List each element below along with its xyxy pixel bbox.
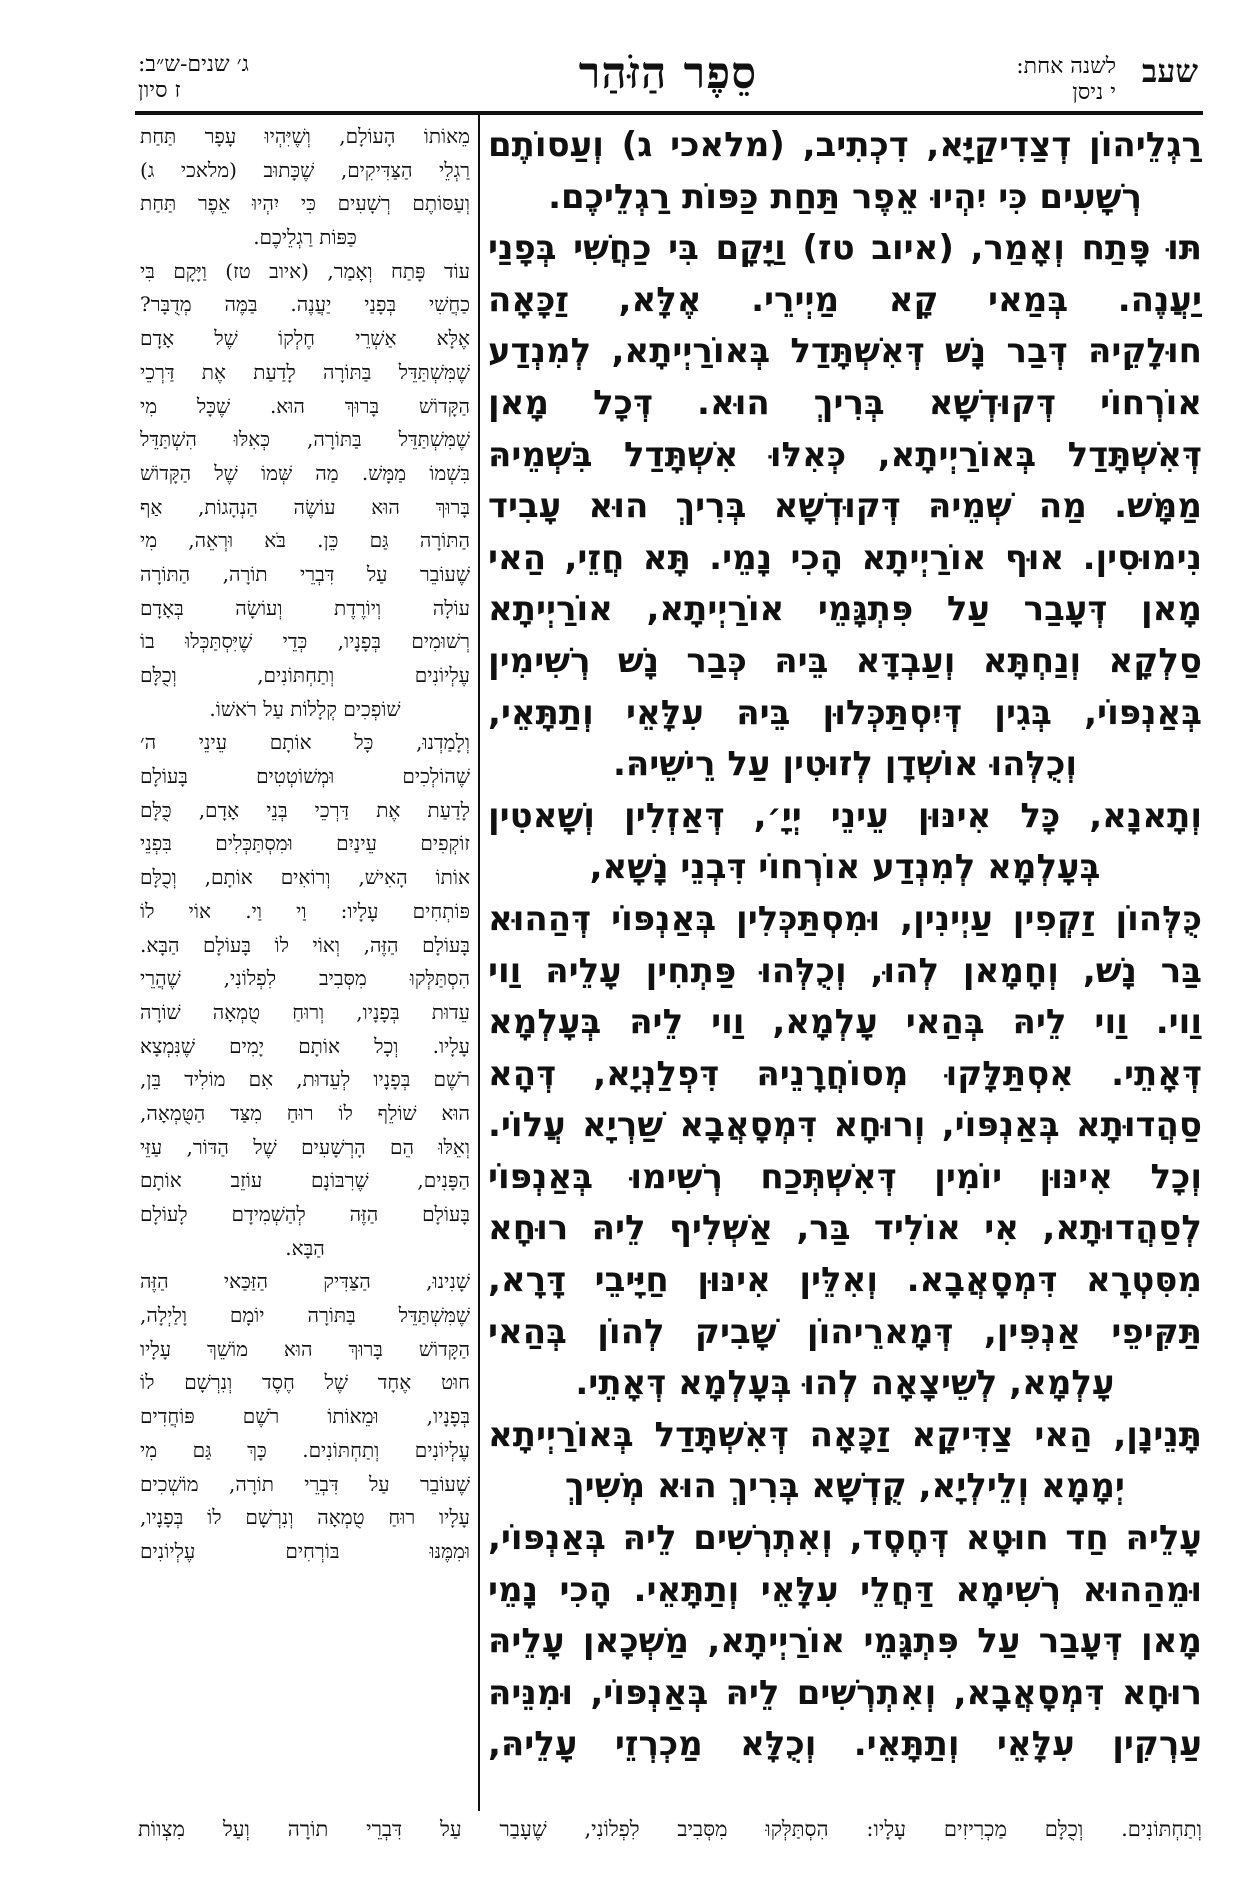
aramaic-text-line: סַלְקָא וְנַחְתָּא וְעַבְדָּא בֵּיהּ כְּבַר נָשׁ רְשִׁימִין	[488, 640, 1202, 681]
aramaic-text-line: רְשָׁעִים כִּי יִהְיוּ אֵפֶר תַּחַת כַּפּוֹת רַגְלֵיכֶם.	[548, 176, 1142, 217]
aramaic-text-line: וּמֵהַהוּא רְשִׁימָא דַּחֲלֵי עִלָּאֵי וְתַתָּאֵי. הָכִי נָמֵי	[488, 1569, 1202, 1610]
aramaic-text-line: וְכֻלְּהוּ אוֹשְׁדָן לְזוּטִין עַל רֵישֵׁיהּ.	[612, 744, 1078, 785]
reading-cycle-label-alt: ג׳ שנים-ש״ב:	[138, 52, 249, 77]
aramaic-text-line: דְּאָתֵי. אִסְתַּלָּקוּ מְסוֹחֲרָנֵיהּ דִּפְלַנְיָא, דְּהָא	[488, 1053, 1202, 1094]
folio-number: שעב	[1141, 52, 1198, 90]
footer-line: וְתַחְתּוֹנִים. וְכֻלָּם מַכְרִיזִים עָלָיו: הִסְתַּלְּקוּ מִסְּבִיב לִפְלוֹנִי, שֶׁעָבַר עַל דִּבְרֵי תוֹרָה וְעַל מִצְווֹת	[138, 1817, 1202, 1841]
hebrew-translation-line: פּוֹתְחִים עָלָיו: וַי וַי. אוֹי לוֹ	[140, 898, 470, 923]
aramaic-text-line: לְסַהֲדוּתָא, אִי אוֹלִיד בַּר, אַשְׁלִיף לֵיהּ רוּחָא	[488, 1208, 1202, 1249]
hebrew-translation-line: חוּט אֶחָד שֶׁל חֶסֶד וְנִרְשָׁם לוֹ	[140, 1370, 470, 1395]
hebrew-translation-line: בִּשְׁמוֹ מַמָּשׁ. מַה שְּׁמוֹ שֶׁל הַקָּדוֹשׁ	[140, 460, 470, 485]
aramaic-text-line: וְכָל אִינּוּן יוֹמִין דְּאִשְׁתְּכַח רְשִׁימוּ בְּאַנְפּוֹי	[488, 1156, 1202, 1197]
hebrew-translation-line: שָׁנִינוּ, הַצַּדִּיק הַזַּכַּאי הַזֶּה	[140, 1269, 470, 1294]
hebrew-translation-column	[140, 120, 470, 1810]
hebrew-translation-line: כַחֲשִׁי בְּפָנַי יַעֲנֶה. בַּמֶּה מְדֻבָּר?	[140, 292, 470, 317]
aramaic-text-line: בַּר נָשׁ, וְחָמָאן לְהוּ, וְכֻלְּהוּ פַּתְחִין עָלֵיהּ וַוי	[488, 950, 1202, 991]
aramaic-text-line: וְתָאנָא, כָּל אִינּוּן עֵינֵי יְיָ׳, דְּאַזְלִין וְשָׁאטִין	[488, 795, 1202, 836]
hebrew-translation-line: שֶׁעוֹבֵר עַל דִּבְרֵי תוֹרָה, הַתּוֹרָה	[140, 561, 470, 586]
aramaic-text-line: בְּעָלְמָא לְמִנְדַע אוֹרְחוֹי דִּבְנֵי נָשָׁא,	[589, 847, 1101, 888]
hebrew-translation-line: בְּפָנָיו, וּמֵאוֹתוֹ רֹשֶׁם פּוֹחֲדִים	[140, 1404, 470, 1429]
hebrew-translation-line: וְעַסּוֹתֶם רְשָׁעִים כִּי יִהְיוּ אֵפֶר תַּחַת	[140, 191, 470, 216]
aramaic-text-line: עָלְמָא, לְשֵׁיצָאָה לְהוּ בְּעָלְמָא דְּאָתֵי.	[575, 1363, 1115, 1404]
hebrew-translation-line: אוֹתוֹ הָאִישׁ, וְרוֹאִים אוֹתָם, וְכֻלָּם	[140, 865, 470, 890]
aramaic-text-line: רַגְלֵיהוֹן דְצַדִיקַיָּא, דִכְתִיב, (מלאכי ג) וְעַסוֹתֶם	[488, 125, 1202, 165]
hebrew-translation-line: וּמִמֶּנּוּ בּוֹרְחִים עֶלְיוֹנִים	[140, 1538, 470, 1563]
column-divider	[478, 113, 480, 1811]
aramaic-text-line: רוּחָא דִּמְסָאֲבָא, וְאִתְרְשִׁים לֵיהּ בְּאַנְפּוֹי, וּמִנֵּיהּ	[488, 1672, 1202, 1713]
book-title: סֵפֶר הַזֹּהַר	[578, 48, 758, 99]
hebrew-translation-line: הַקָּדוֹשׁ בָּרוּךְ הוּא. שֶׁכָּל מִי	[140, 393, 470, 418]
hebrew-translation-line: שֶׁעוֹבֵר עַל דִּבְרֵי תוֹרָה, מוֹשְׁכִים	[140, 1471, 470, 1496]
aramaic-text-line: תָּנֵינָן, הַאי צַדִּיקָא זַכָּאָה דְּאִשְׁתָּדַל בְּאוֹרַיְיתָא	[488, 1414, 1202, 1455]
aramaic-text-line: תַּקִּיפֵי אַנְפִּין, דְּמָארֵיהוֹן שָׁבִיק לְהוֹן בְּהַאי	[488, 1311, 1202, 1352]
hebrew-translation-line: שֶׁמִּשְׁתַּדֵּל בַּתּוֹרָה יוֹמָם וָלַיְלָה,	[140, 1303, 470, 1328]
reading-cycle-label: לשנה אחת:	[1016, 54, 1116, 79]
hebrew-translation-line: וְאֵלּוּ הֵם הָרְשָׁעִים שֶׁל הַדּוֹר, עַזֵּי	[140, 1134, 470, 1159]
hebrew-translation-line: שֶׁהוֹלְכִים וּמְשׁוֹטְטִים בָּעוֹלָם	[140, 764, 470, 789]
aramaic-text-line: יְמָמָא וְלֵילְיָא, קֻדְשָׁא בְּרִיךְ הוּא מְשִׁיךְ	[565, 1466, 1125, 1507]
hebrew-translation-line: עֶלְיוֹנִים וְתַחְתּוֹנִים, וְכֻלָּם	[140, 663, 470, 687]
hebrew-translation-line: לָדַעַת אֶת דַּרְכֵי בְּנֵי אָדָם, כֻּלָּם	[140, 797, 470, 822]
aramaic-text-line: וַוי. וַוי לֵיהּ בְּהַאי עָלְמָא, וַוי לֵיהּ בְּעָלְמָא	[488, 1002, 1202, 1043]
aramaic-text-line: מָאן דְּעָבַר עַל פִּתְגָּמֵי אוֹרַיְיתָא, מַשְׁכָאן עָלֵיהּ	[488, 1621, 1202, 1662]
aramaic-text-line: מַמָּשׁ. מַה שְּׁמֵיהּ דְּקוּדְשָׁא בְּרִיךְ הוּא עָבִיד	[488, 486, 1202, 527]
reading-date: י ניסן	[1072, 80, 1116, 105]
hebrew-translation-line: בָּרוּךְ הוּא עוֹשֶׂה הַנְהָגוֹת, אַף	[140, 494, 470, 519]
hebrew-translation-line: הַפָּנִים, שֶׁרִבּוֹנָם עוֹזֵב אוֹתָם	[140, 1168, 470, 1193]
aramaic-text-line: יַעֲנֶה. בְּמַאי קָא מַיְירֵי. אֶלָּא, זַכָּאָה	[488, 279, 1202, 320]
aramaic-text-column	[488, 120, 1202, 1810]
hebrew-translation-line: זוֹקְפִים עֵינַיִם וּמִסְתַּכְּלִים בִּפְנֵי	[140, 831, 470, 856]
aramaic-text-line: עָלֵיהּ חַד חוּטָא דְּחֶסֶד, וְאִתְרְשִׁים לֵיהּ בְּאַנְפּוֹי,	[488, 1518, 1202, 1559]
aramaic-text-line: תּוּ פָּתַח וְאָמַר, (איוב טז) וַיָּקָם בִּי כַחֲשִׁי בְּפָנַי	[488, 228, 1202, 269]
aramaic-text-line: אוֹרְחוֹי דְּקוּדְשָׁא בְּרִיךְ הוּא. דְּכָל מָאן	[488, 382, 1202, 423]
hebrew-translation-line: מֵאוֹתוֹ הָעוֹלָם, וְשֶׁיִּהְיוּ עָפָר תַּחַת	[140, 124, 470, 148]
hebrew-translation-line: בָּעוֹלָם הַזֶּה, וְאוֹי לוֹ בָּעוֹלָם הַבָּא.	[140, 932, 470, 957]
aramaic-text-line: דְּאִשְׁתָּדַל בְּאוֹרַיְיתָא, כְּאִלּוּ אִשְׁתָּדַל בִּשְׁמֵיהּ	[488, 434, 1202, 475]
aramaic-text-line: סַהֲדוּתָא בְּאַנְפּוֹי, וְרוּחָא דִּמְסָאֲבָא שַׁרְיָא עֲלוֹי.	[488, 1105, 1202, 1146]
header-rule	[135, 111, 1203, 115]
page-header	[138, 48, 1198, 112]
reading-date-alt: ז סיון	[138, 78, 181, 103]
hebrew-translation-line: שֶׁמִּשְׁתַּדֵּל בַּתּוֹרָה, כְּאִלּוּ הִשְׁתַּדֵּל	[140, 427, 470, 452]
aramaic-text-line: נִימוּסִין. אוּף אוֹרַיְיתָא הָכִי נָמֵי. תָּא חֲזֵי, הַאי	[488, 537, 1202, 578]
aramaic-text-line: עַרְקִין עִלָּאֵי וְתַתָּאֵי. וְכֻלָּא מַכְרְזֵי עָלֵיהּ,	[488, 1724, 1202, 1765]
aramaic-text-line: כֻּלְּהוֹן זַקְפִין עַיְינִין, וּמִסְתַּכְּלִין בְּאַנְפּוֹי דְּהַהוּא	[488, 898, 1202, 939]
hebrew-translation-line: שׁוֹפְכִים קְלָלוֹת עַל רֹאשׁוֹ.	[209, 696, 401, 721]
hebrew-translation-line: הַתּוֹרָה גַּם כֵּן. בֹּא וּרְאֵה, מִי	[140, 528, 470, 553]
header-left	[138, 52, 398, 104]
hebrew-translation-line: וְלָמַדְנוּ, כָּל אוֹתָם עֵינֵי ה׳	[140, 730, 470, 755]
hebrew-translation-line: עוֹד פָּתַח וְאָמַר, (איוב טז) וַיָּקָם בִּי	[140, 258, 470, 283]
aramaic-text-line: בְּאַנְפּוֹי, בְּגִין דְּיִסְתַּכְּלוּן בֵּיהּ עִלָּאֵי וְתַתָּאֵי,	[488, 692, 1202, 733]
hebrew-translation-line: כַּפּוֹת רַגְלֵיכֶם.	[253, 225, 357, 250]
hebrew-translation-line: עָלָיו רוּחַ טֻמְאָה וְנִרְשָׁם לוֹ בְּפָנָיו,	[140, 1505, 470, 1530]
aramaic-text-line: מָאן דְּעָבַר עַל פִּתְגָּמֵי אוֹרַיְיתָא, אוֹרַיְיתָא	[488, 589, 1202, 630]
hebrew-translation-line: הַבָּא.	[285, 1235, 325, 1260]
hebrew-translation-line: רְשׁוּמִים בְּפָנָיו, כְּדֵי שֶׁיִּסְתַּכְּלוּ בוֹ	[140, 629, 470, 654]
hebrew-translation-line: הַקָּדוֹשׁ בָּרוּךְ הוּא מוֹשֵׁךְ עָלָיו	[140, 1336, 470, 1361]
hebrew-translation-line: הִסְתַּלְּקוּ מִסְּבִיב לִפְלוֹנִי, שֶׁהֲרֵי	[140, 966, 470, 991]
hebrew-translation-line: עוֹלָה וְיוֹרֶדֶת וְעוֹשָׂה בְּאָדָם	[140, 595, 470, 620]
hebrew-translation-line: רֹשֶׁם בְּפָנָיו לְעֵדוּת, אִם מוֹלִיד בֵּן,	[140, 1067, 470, 1092]
hebrew-translation-line: שֶׁמִּשְׁתַּדֵּל בַּתּוֹרָה לָדַעַת אֶת דַּרְכֵי	[140, 359, 470, 384]
hebrew-translation-line: רַגְלֵי הַצַּדִּיקִים, שֶׁכָּתוּב (מלאכי ג)	[140, 157, 470, 182]
aramaic-text-line: חוּלָקֵיהּ דְּבַר נָשׁ דְּאִשְׁתָּדַל בְּאוֹרַיְיתָא, לְמִנְדַע	[488, 331, 1202, 372]
hebrew-translation-line: הוּא שׁוֹלֵף לוֹ רוּחַ מִצַּד הַטֻּמְאָה,	[140, 1100, 470, 1125]
hebrew-translation-line: בָּעוֹלָם הַזֶּה לְהַשְׁמִידָם לָעוֹלָם	[140, 1202, 470, 1226]
aramaic-text-line: מִסִּטְרָא דִּמְסָאֲבָא. וְאִלֵּין אִינּוּן חַיָּיבֵי דָּרָא,	[488, 1260, 1202, 1301]
hebrew-translation-line: עֶלְיוֹנִים וְתַחְתּוֹנִים. כָּךְ גַּם מִי	[140, 1437, 470, 1462]
hebrew-translation-line: עָלָיו. וְכָל אוֹתָם יָמִים שֶׁנִּמְצָא	[140, 1033, 470, 1058]
hebrew-translation-line: אֶלָּא אַשְׁרֵי חֶלְקוֹ שֶׁל אָדָם	[140, 326, 470, 351]
hebrew-translation-line: עֵדוּת בְּפָנָיו, וְרוּחַ טֻמְאָה שׁוֹרָה	[140, 999, 470, 1024]
